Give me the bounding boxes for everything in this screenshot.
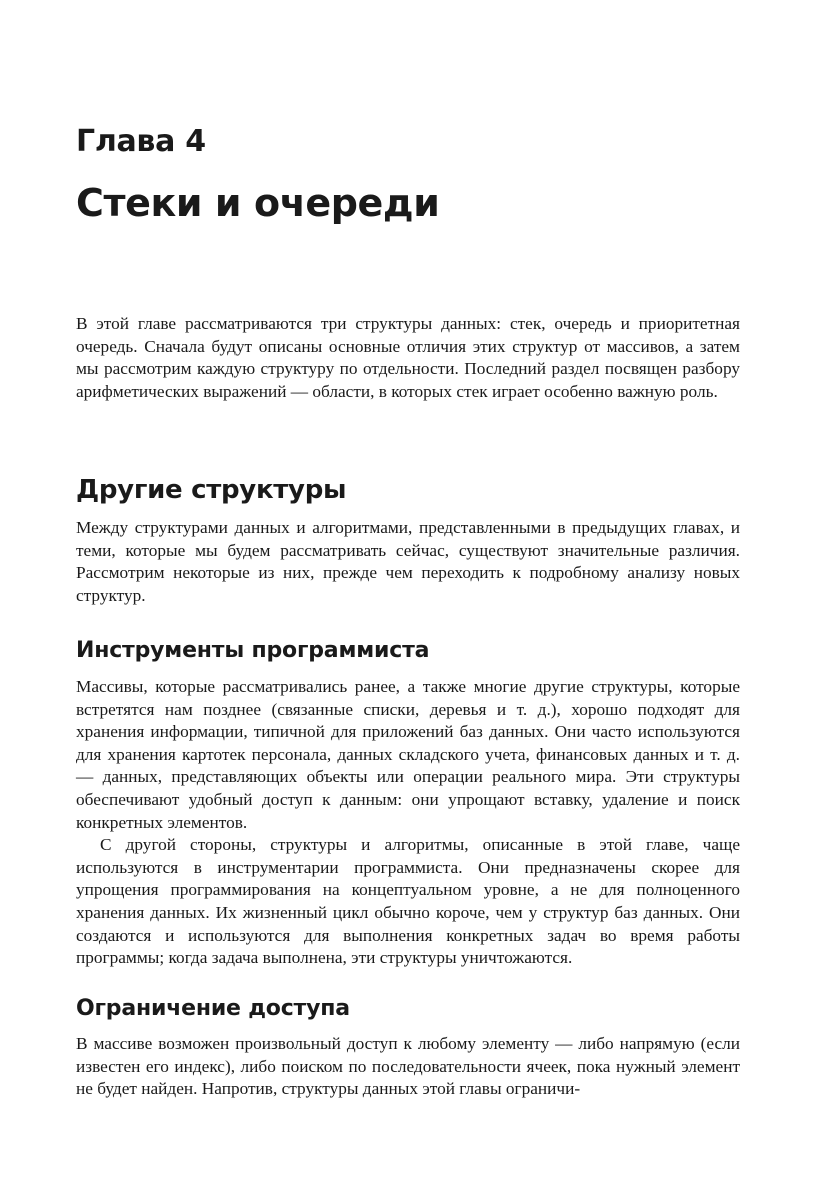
section-heading-access-restriction: Ограничение доступа [76,996,350,1021]
chapter-title: Стеки и очереди [76,181,440,225]
programmer-tools-block [76,676,740,970]
section-heading-other-structures: Другие структуры [76,475,347,505]
programmer-tools-paragraph-2: С другой стороны, структуры и алгоритмы, описанные в этой главе, чаще используются в инструментарии программиста. Они предназначены скорее для упрощения программирования на концептуальном уровне, а не для полноценного хранения данных. Их жизненный цикл обычно короче, чем у структур баз данных. Они создаются и используются для выполнения конкретных задач во время работы программы; когда задача выполнена, эти структуры уничтожаются. [76,835,740,968]
intro-paragraph: В этой главе рассматриваются три структуры данных: стек, очередь и приоритетная очередь. Сначала будут описаны основные отличия этих структур от массивов, а затем мы рассмотрим каждую структуру по отдельности. Последний раздел посвящен разбору арифметических выражений — области, в которых стек играет особенно важную роль. [76,314,740,401]
access-restriction-paragraph: В массиве возможен произвольный доступ к любому элементу — либо напрямую (если известен его индекс), либо поиском по последовательности ячеек, пока нужный элемент не будет найден. Напротив, структуры данных этой главы ограничи- [76,1034,740,1099]
access-restriction-block [76,1033,740,1101]
chapter-label: Глава 4 [76,124,206,159]
intro-block [76,313,740,403]
section-heading-programmer-tools: Инструменты программиста [76,638,430,663]
programmer-tools-paragraph-1: Массивы, которые рассматривались ранее, а также многие другие структуры, которые встретятся нам позднее (связанные списки, деревья и т. д.), хорошо подходят для хранения информации, типичной для приложений баз данных. Они часто используются для хранения картотек персонала, данных складского учета, финансовых данных и т. д. — данных, представляющих объекты или операции реального мира. Эти структуры обеспечивают удобный доступ к данным: они упрощают вставку, удаление и поиск конкретных элементов. [76,677,740,832]
other-structures-block [76,517,740,607]
other-structures-paragraph: Между структурами данных и алгоритмами, представленными в предыдущих главах, и теми, которые мы будем рассматривать сейчас, существуют значительные различия. Рассмотрим некоторые из них, прежде чем переходить к подробному анализу новых структур. [76,518,740,605]
